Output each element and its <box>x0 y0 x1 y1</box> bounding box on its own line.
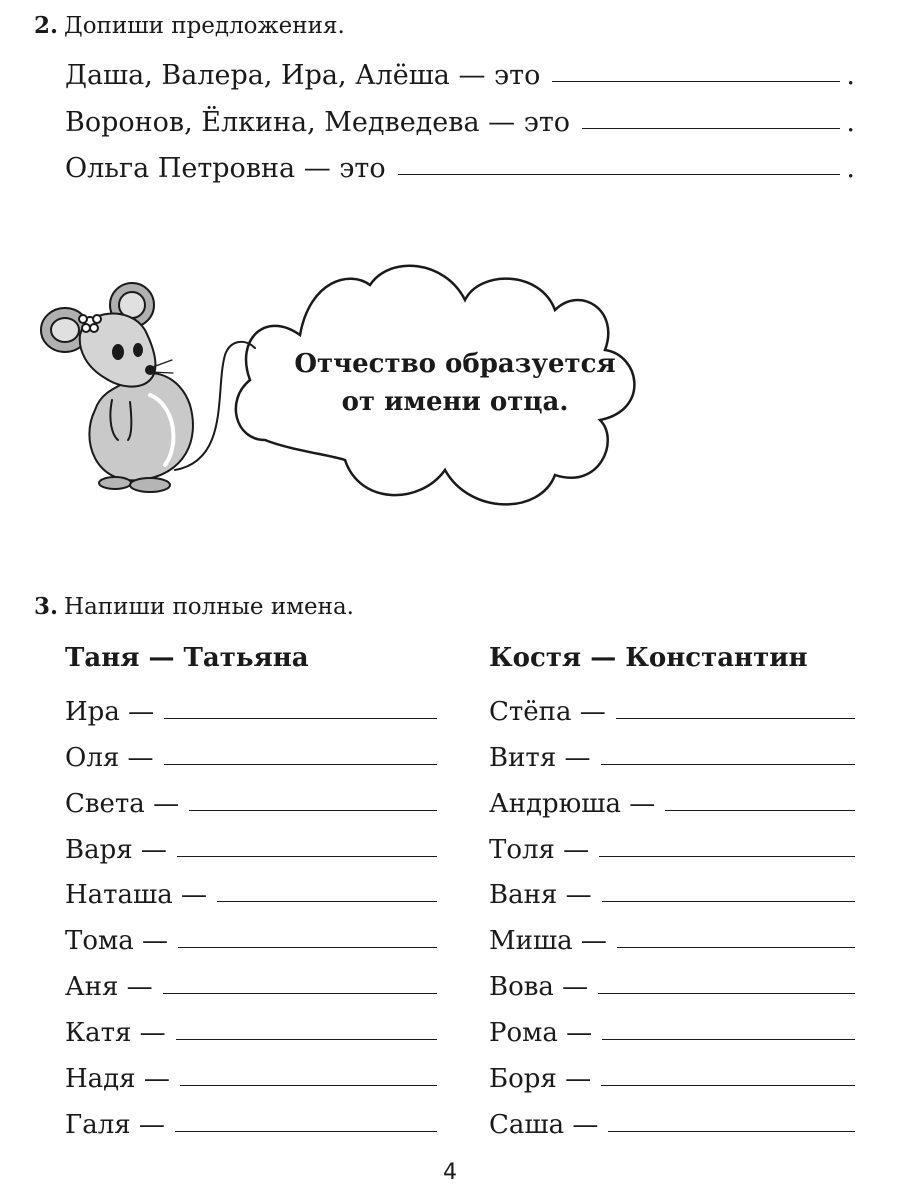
short-name: Надя — <box>65 1064 170 1094</box>
short-name: Тома — <box>65 926 168 956</box>
cloud-line: Отчество образуется <box>294 349 616 379</box>
answer-line[interactable] <box>616 718 855 719</box>
answer-line[interactable] <box>602 1039 855 1040</box>
left-example: Таня — Татьяна <box>65 643 309 673</box>
answer-line[interactable] <box>176 1039 437 1040</box>
sentence-row <box>65 60 855 91</box>
name-row <box>65 1064 437 1094</box>
cloud-line: от имени отца. <box>341 387 569 417</box>
task-instruction: Допиши предложения. <box>64 13 345 39</box>
sentence-row <box>65 153 855 184</box>
mouse-illustration <box>41 283 255 492</box>
name-row <box>65 697 437 727</box>
short-name: Катя — <box>65 1018 166 1048</box>
sentence-row <box>65 107 855 138</box>
short-name: Света — <box>65 789 180 819</box>
name-row <box>489 972 855 1002</box>
right-example: Костя — Константин <box>489 643 808 673</box>
answer-line[interactable] <box>177 856 437 857</box>
page-number: 4 <box>443 1160 457 1185</box>
short-name: Варя — <box>65 835 167 865</box>
sentence-end: . <box>846 107 855 138</box>
short-name: Рома — <box>489 1018 593 1048</box>
name-row <box>65 926 437 956</box>
answer-line[interactable] <box>217 901 437 902</box>
name-row <box>489 743 855 773</box>
answer-line[interactable] <box>178 947 437 948</box>
sentence-text: Ольга Петровна — это <box>65 153 386 184</box>
name-row <box>65 972 437 1002</box>
name-row <box>65 1018 437 1048</box>
short-name: Аня — <box>65 972 153 1002</box>
short-name: Витя — <box>489 743 591 773</box>
task-2-heading <box>34 12 345 39</box>
short-name: Галя — <box>65 1110 165 1140</box>
name-row <box>65 1110 437 1140</box>
answer-line[interactable] <box>582 128 840 129</box>
answer-line[interactable] <box>602 901 855 902</box>
answer-line[interactable] <box>180 1085 437 1086</box>
answer-line[interactable] <box>163 993 437 994</box>
task-number: 3. <box>34 593 59 620</box>
answer-line[interactable] <box>552 81 840 82</box>
name-row <box>489 789 855 819</box>
short-name: Ваня — <box>489 880 592 910</box>
answer-line[interactable] <box>189 810 437 811</box>
short-name: Андрюша — <box>489 789 656 819</box>
short-name: Ира — <box>65 697 155 727</box>
name-row <box>65 880 437 910</box>
answer-line[interactable] <box>175 1131 437 1132</box>
task-number: 2. <box>34 12 59 39</box>
answer-line[interactable] <box>665 810 855 811</box>
answer-line[interactable] <box>601 1085 855 1086</box>
name-row <box>489 880 855 910</box>
sentence-end: . <box>846 153 855 184</box>
sentence-text: Даша, Валера, Ира, Алёша — это <box>65 60 541 91</box>
name-row <box>489 1064 855 1094</box>
name-row <box>489 926 855 956</box>
answer-line[interactable] <box>164 764 438 765</box>
short-name: Стёпа — <box>489 697 606 727</box>
answer-line[interactable] <box>598 993 855 994</box>
name-row <box>489 835 855 865</box>
short-name: Наташа — <box>65 880 207 910</box>
answer-line[interactable] <box>599 856 855 857</box>
answer-line[interactable] <box>164 718 437 719</box>
short-name: Саша — <box>489 1110 599 1140</box>
sentence-text: Воронов, Ёлкина, Медведева — это <box>65 107 571 138</box>
answer-line[interactable] <box>617 947 855 948</box>
short-name: Вова — <box>489 972 589 1002</box>
short-name: Миша — <box>489 926 607 956</box>
task-instruction: Напиши полные имена. <box>64 594 354 620</box>
name-row <box>489 697 855 727</box>
answer-line[interactable] <box>601 764 856 765</box>
short-name: Боря — <box>489 1064 592 1094</box>
task-3-heading <box>34 593 354 620</box>
name-row <box>65 789 437 819</box>
name-row <box>65 743 437 773</box>
name-row <box>489 1110 855 1140</box>
sentence-end: . <box>846 60 855 91</box>
short-name: Толя — <box>489 835 590 865</box>
name-row <box>65 835 437 865</box>
cloud-text <box>280 345 630 421</box>
name-row <box>489 1018 855 1048</box>
answer-line[interactable] <box>398 174 841 175</box>
short-name: Оля — <box>65 743 154 773</box>
answer-line[interactable] <box>608 1131 855 1132</box>
